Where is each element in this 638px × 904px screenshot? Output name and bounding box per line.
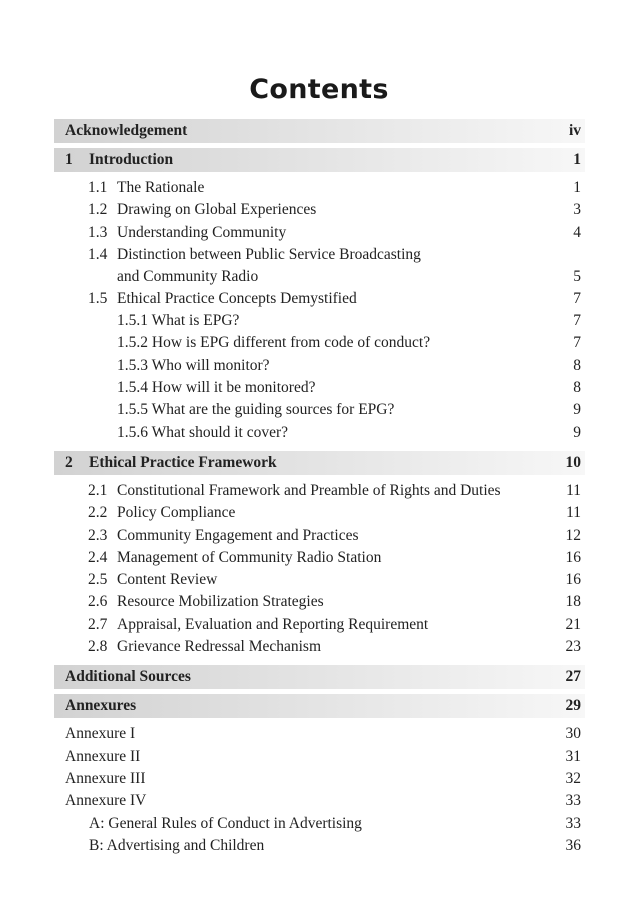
toc-annex-subentry[interactable] bbox=[54, 835, 585, 857]
toc-entry[interactable] bbox=[54, 199, 585, 221]
toc-label: Constitutional Framework and Preamble of Rights and Duties bbox=[117, 481, 501, 499]
toc-entry[interactable] bbox=[54, 547, 585, 569]
toc-label: Resource Mobilization Strategies bbox=[117, 593, 324, 611]
toc-annex-entry[interactable] bbox=[54, 746, 585, 768]
section-number: 2.4 bbox=[88, 548, 108, 566]
toc-label: 1.5.6 What should it cover? bbox=[117, 423, 289, 441]
toc-page: 7 bbox=[573, 289, 581, 307]
toc-band-chapter-1[interactable] bbox=[54, 148, 585, 172]
toc-label: Annexure I bbox=[65, 725, 136, 743]
toc-entry[interactable] bbox=[54, 569, 585, 591]
toc-label: 1.5.1 What is EPG? bbox=[117, 312, 240, 330]
toc-page: 29 bbox=[565, 697, 581, 715]
toc-label: The Rationale bbox=[117, 179, 205, 196]
toc-entry[interactable] bbox=[54, 591, 585, 613]
section-number: 2.6 bbox=[88, 593, 108, 611]
toc-subentry[interactable] bbox=[54, 377, 585, 399]
toc-page: 16 bbox=[565, 548, 581, 566]
toc-page: 11 bbox=[566, 481, 581, 499]
toc-subentry[interactable] bbox=[54, 310, 585, 332]
toc-page: 33 bbox=[565, 814, 581, 832]
toc-annex-subentry[interactable] bbox=[54, 813, 585, 835]
toc-page: 4 bbox=[573, 223, 581, 241]
table-of-contents bbox=[54, 119, 585, 857]
chapter-number: 2 bbox=[65, 453, 73, 471]
toc-page: 10 bbox=[565, 453, 581, 471]
toc-label: Ethical Practice Concepts Demystified bbox=[117, 289, 357, 307]
toc-label: Understanding Community bbox=[117, 223, 287, 241]
toc-label: Appraisal, Evaluation and Reporting Requirement bbox=[117, 615, 429, 633]
toc-subentry[interactable] bbox=[54, 399, 585, 421]
toc-label: Grievance Redressal Mechanism bbox=[117, 638, 322, 656]
toc-entry[interactable] bbox=[54, 480, 585, 502]
toc-label: Ethical Practice Framework bbox=[89, 453, 277, 471]
toc-page: 32 bbox=[565, 769, 581, 787]
toc-entry[interactable] bbox=[54, 636, 585, 658]
toc-subentry[interactable] bbox=[54, 355, 585, 377]
toc-label: Drawing on Global Experiences bbox=[117, 201, 317, 219]
toc-band-annexures[interactable] bbox=[54, 694, 585, 718]
toc-page: 8 bbox=[573, 356, 581, 374]
toc-page: 9 bbox=[573, 401, 581, 419]
toc-page: 7 bbox=[573, 334, 581, 352]
toc-label: Introduction bbox=[89, 151, 174, 168]
toc-annex-entry[interactable] bbox=[54, 768, 585, 790]
toc-entry[interactable] bbox=[54, 177, 585, 199]
toc-label: Management of Community Radio Station bbox=[117, 548, 382, 566]
toc-label: B: Advertising and Children bbox=[89, 836, 265, 854]
toc-label: Acknowledgement bbox=[65, 122, 188, 139]
toc-page: 1 bbox=[573, 179, 581, 196]
toc-page: iv bbox=[568, 122, 581, 139]
toc-page: 5 bbox=[573, 267, 581, 285]
toc-page: 18 bbox=[565, 593, 581, 611]
toc-page: 12 bbox=[565, 526, 581, 544]
section-number: 2.7 bbox=[88, 615, 108, 633]
toc-page: 1 bbox=[573, 151, 581, 168]
chapter-number: 1 bbox=[65, 151, 73, 168]
section-number: 1.1 bbox=[88, 179, 108, 196]
section-number: 2.5 bbox=[88, 571, 108, 589]
section-number: 1.2 bbox=[88, 201, 108, 219]
toc-band-additional-sources[interactable] bbox=[54, 665, 585, 689]
toc-label: A: General Rules of Conduct in Advertising bbox=[89, 814, 362, 832]
section-number: 2.3 bbox=[88, 526, 108, 544]
toc-subentry[interactable] bbox=[54, 332, 585, 354]
toc-annex-entry[interactable] bbox=[54, 723, 585, 745]
toc-label: Additional Sources bbox=[65, 668, 191, 686]
toc-label: Community Engagement and Practices bbox=[117, 526, 359, 544]
toc-label: Annexure III bbox=[65, 769, 146, 787]
toc-entry[interactable] bbox=[54, 525, 585, 547]
section-number: 1.3 bbox=[88, 223, 108, 241]
toc-annex-entry[interactable] bbox=[54, 790, 585, 812]
section-number: 1.4 bbox=[88, 245, 108, 263]
toc-label: 1.5.4 How will it be monitored? bbox=[117, 379, 316, 397]
toc-entry[interactable] bbox=[54, 288, 585, 310]
toc-label: Annexure II bbox=[65, 747, 141, 765]
toc-label: Policy Compliance bbox=[117, 504, 236, 522]
toc-entry[interactable] bbox=[54, 244, 585, 288]
toc-label: Content Review bbox=[117, 571, 218, 589]
toc-label: Annexures bbox=[65, 697, 137, 715]
section-number: 1.5 bbox=[88, 289, 108, 307]
toc-entry[interactable] bbox=[54, 222, 585, 244]
toc-band-chapter-2[interactable] bbox=[54, 451, 585, 475]
toc-label: Distinction between Public Service Broadcasting bbox=[117, 245, 421, 263]
toc-page: 30 bbox=[565, 725, 581, 743]
page-title: Contents bbox=[249, 74, 389, 105]
toc-page: 36 bbox=[565, 836, 581, 854]
toc-band-acknowledgement[interactable] bbox=[54, 119, 585, 143]
toc-page: 11 bbox=[566, 504, 581, 522]
toc-page: 7 bbox=[573, 312, 581, 330]
toc-label-continuation: and Community Radio bbox=[117, 267, 259, 285]
toc-page: 23 bbox=[565, 638, 581, 656]
toc-page: 33 bbox=[565, 792, 581, 810]
toc-label: 1.5.2 How is EPG different from code of conduct? bbox=[117, 334, 431, 352]
toc-page: 27 bbox=[565, 668, 581, 686]
toc-page: 8 bbox=[573, 379, 581, 397]
toc-label: 1.5.5 What are the guiding sources for EPG? bbox=[117, 401, 395, 419]
toc-page: 21 bbox=[565, 615, 581, 633]
toc-entry[interactable] bbox=[54, 614, 585, 636]
section-number: 2.1 bbox=[88, 481, 108, 499]
toc-label: Annexure IV bbox=[65, 792, 147, 810]
section-number: 2.8 bbox=[88, 638, 108, 656]
toc-page: 3 bbox=[573, 201, 581, 219]
section-number: 2.2 bbox=[88, 504, 108, 522]
toc-page: 31 bbox=[565, 747, 581, 765]
toc-entry[interactable] bbox=[54, 502, 585, 524]
toc-label: 1.5.3 Who will monitor? bbox=[117, 356, 270, 374]
toc-page: 9 bbox=[573, 423, 581, 441]
toc-subentry[interactable] bbox=[54, 422, 585, 444]
toc-page: 16 bbox=[565, 571, 581, 589]
